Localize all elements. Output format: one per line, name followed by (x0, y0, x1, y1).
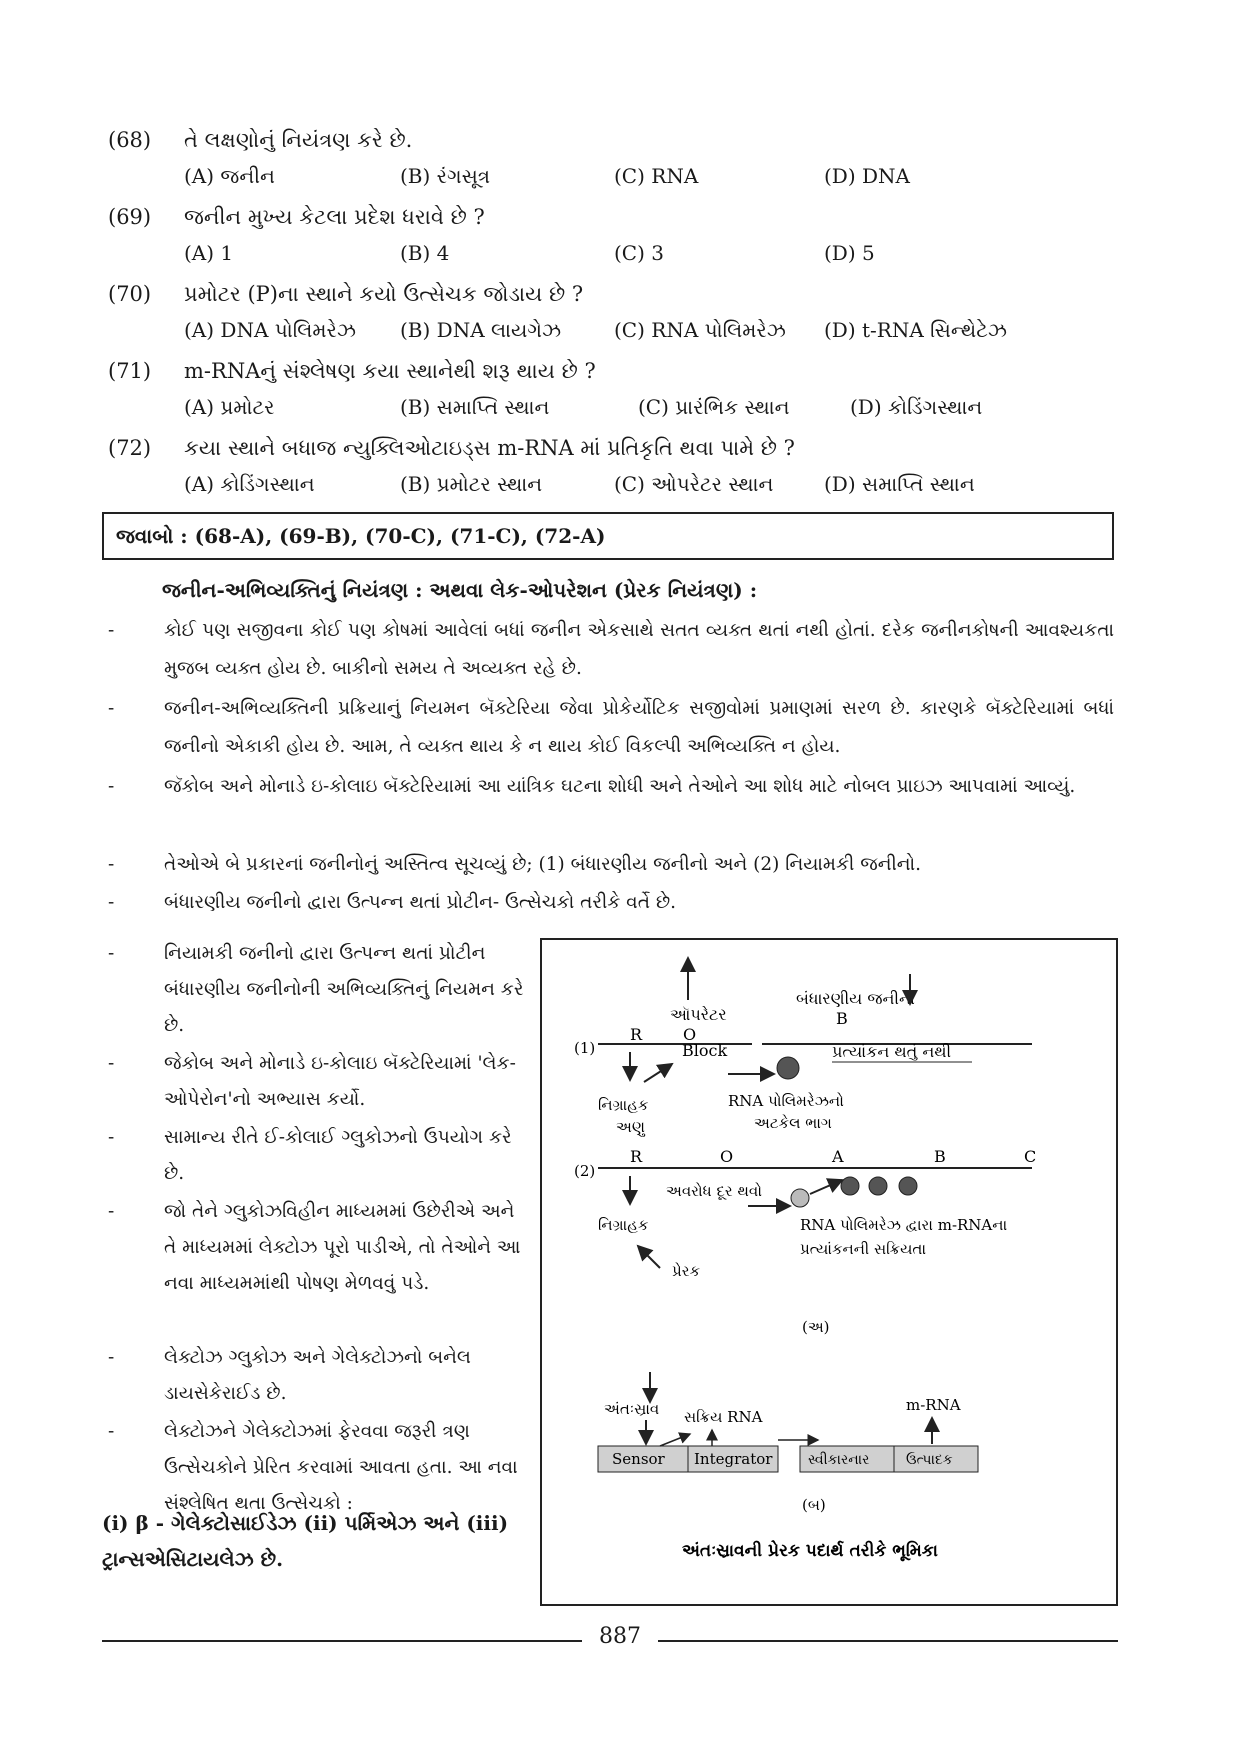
option-a: (A) 1 (184, 241, 234, 265)
label-b: B (934, 1147, 946, 1166)
figure-caption: અંતઃસ્રાવની પ્રેરક પદાર્થ તરીકે ભૂમિકા (682, 1541, 938, 1561)
question-69 (108, 205, 1128, 265)
bullet-text: જનીન-અભિવ્યક્તિની પ્રક્રિયાનું નિયમન બૅક્ટેરિયા જેવા પ્રોકેર્યોટિક સજીવોમાં પ્રમાણમાં સરળ છે. કારણકે બૅક્ટેરિયામાં બધાં જનીનો એકાકી હોય છે. આમ, તે વ્યક્ત થાય કે ન થાય કોઈ વિકલ્પી અભિવ્યક્તિ ન હોય. (164, 698, 1114, 757)
label-receptor: સ્વીકારનાર (808, 1452, 870, 1468)
option-a: (A) કોડિંગસ્થાન (184, 472, 315, 496)
figure-label-a: (અ) (802, 1318, 830, 1336)
rna-polymerase-dot (791, 1189, 809, 1207)
label-transcription-2: પ્રત્યાંકનની સક્રિયતા (800, 1240, 926, 1258)
option-b: (B) રંગસૂત્ર (400, 164, 491, 188)
label-no-transcription: પ્રત્યાંકન થતું નથી (832, 1042, 952, 1061)
arrow-transcription (810, 1180, 842, 1194)
label-integrator: Integrator (694, 1450, 773, 1468)
bullet-text: બંધારણીય જનીનો દ્વારા ઉત્પન્ન થતાં પ્રોટીન- ઉત્સેચકો તરીકે વર્તે છે. (164, 892, 677, 913)
option-c: (C) RNA પોલિમરેઝ (614, 318, 786, 342)
mrna-dot (899, 1177, 917, 1195)
question-number: (69) (108, 205, 152, 229)
option-a: (A) જનીન (184, 164, 275, 188)
label-active-rna: સક્રિય RNA (684, 1408, 763, 1426)
figure-svg (542, 940, 1116, 1604)
question-text: m-RNAનું સંશ્લેષણ કયા સ્થાનેથી શરૂ થાય છે ? (184, 359, 596, 383)
bullet-text: સામાન્ય રીતે ઈ-કોલાઈ ગ્લુકોઝનો ઉપયોગ કરે છે. (164, 1127, 512, 1184)
question-number: (68) (108, 128, 152, 152)
question-68 (108, 128, 1128, 188)
label-mrna: m-RNA (906, 1396, 961, 1414)
label-block-removed: અવરોધ દૂર થવો (666, 1182, 762, 1200)
diagram-1-marker: (1) (574, 1039, 596, 1057)
option-c: (C) પ્રારંભિક સ્થાન (638, 395, 790, 419)
bullet-text: તેઓએ બે પ્રકારનાં જનીનોનું અસ્તિત્વ સૂચવ્યું છે; (1) બંધારણીય જનીનો અને (2) નિયામકી જનીનો. (164, 854, 922, 875)
option-b: (B) DNA લાયગેઝ (400, 318, 562, 342)
label-repressor-molecule-2: અણુ (616, 1118, 645, 1136)
label-sensor: Sensor (612, 1450, 665, 1468)
footer-rule (102, 1640, 582, 1642)
bullet-text: લેક્ટોઝ ગ્લુકોઝ અને ગેલેક્ટોઝનો બનેલ ડાયસેકેરાઈડ છે. (164, 1347, 471, 1404)
label-b: B (836, 1009, 848, 1028)
label-structural-genes: બંધારણીય જનીનો (796, 989, 915, 1008)
question-number: (71) (108, 359, 152, 383)
answer-key-box: જવાબો : (68-A), (69-B), (70-C), (71-C), (72-A) (102, 512, 1114, 560)
footer-rule (658, 1640, 1118, 1642)
option-b: (B) સમાપ્તિ સ્થાન (400, 395, 550, 419)
bullet-text: લેક્ટોઝને ગેલેક્ટોઝમાં ફેરવવા જરૂરી ત્રણ ઉત્સેચકોને પ્રેરિત કરવામાં આવતા હતા. આ નવા સંશ્લેષિત થતા ઉત્સેચકો : (164, 1421, 518, 1514)
option-d: (D) સમાપ્તિ સ્થાન (824, 472, 975, 496)
label-hormone: અંતઃસ્રાવ (604, 1400, 660, 1418)
lac-operon-figure (540, 938, 1118, 1606)
question-text: તે લક્ષણોનું નિયંત્રણ કરે છે. (184, 128, 413, 152)
label-rna-pol-stuck-1: RNA પોલિમરેઝનો (728, 1092, 844, 1110)
option-b: (B) 4 (400, 241, 450, 265)
mrna-dot (841, 1177, 859, 1195)
label-repressor: નિગ્રાહક (598, 1216, 649, 1234)
mrna-dot (869, 1177, 887, 1195)
option-d: (D) કોડિંગસ્થાન (850, 395, 983, 419)
question-71 (108, 359, 1128, 419)
enzyme-list: (i) β - ગેલેક્ટોસાઈડેઝ (ii) પર્મિએઝ અને (iii) ટ્રાન્સએસિટાયલેઝ છે. (102, 1511, 509, 1571)
arrow-sensor (660, 1434, 690, 1446)
question-text: પ્રમોટર (P)ના સ્થાને કયો ઉત્સેચક જોડાય છે ? (184, 282, 584, 306)
question-text: કયા સ્થાને બધાજ ન્યુક્લિઓટાઇડ્સ m-RNA માં પ્રતિકૃતિ થવા પામે છે ? (184, 436, 795, 460)
option-c: (C) RNA (614, 164, 699, 188)
bullet-text: જેકોબ અને મોનાડે ઇ-કોલાઇ બૅક્ટેરિયામાં 'લેક-ઓપેરોન'નો અભ્યાસ કર્યો. (164, 1053, 516, 1110)
question-72 (108, 436, 1128, 496)
question-number: (70) (108, 282, 152, 306)
figure-label-b: (બ) (802, 1496, 826, 1514)
label-a: A (832, 1147, 844, 1166)
bullet-text: કોઈ પણ સજીવના કોઈ પણ કોષમાં આવેલાં બધાં જનીન એકસાથે સતત વ્યક્ત થતાં નથી હોતાં. દરેક જનીનકોષની આવશ્યકતા મુજબ વ્યક્ત હોય છે. બાકીનો સમય તે અવ્યક્ત રહે છે. (164, 620, 1114, 679)
question-number: (72) (108, 436, 152, 460)
label-o: O (720, 1147, 734, 1166)
label-rna-pol-stuck-2: અટકેલ ભાગ (754, 1114, 832, 1132)
label-r: R (630, 1147, 643, 1166)
option-d: (D) 5 (824, 241, 875, 265)
arrow-inducer (638, 1246, 660, 1268)
bullet-text: જૅકોબ અને મોનાડે ઇ-કોલાઇ બૅક્ટેરિયામાં આ યાંત્રિક ઘટના શોધી અને તેઓને આ શોધ માટે નોબલ પ્રાઇઝ આપવામાં આવ્યું. (164, 776, 1076, 797)
section-heading: જનીન-અભિવ્યક્તિનું નિયંત્રણ : અથવા લેક-ઓપરેશન (પ્રેરક નિયંત્રણ) : (162, 578, 758, 602)
question-text: જનીન મુખ્ય કેટલા પ્રદેશ ધરાવે છે ? (184, 205, 485, 229)
arrow-repressor-bind (644, 1064, 672, 1082)
option-d: (D) DNA (824, 164, 910, 188)
label-transcription-1: RNA પોલિમરેઝ દ્વારા m-RNAના (800, 1216, 1008, 1234)
diagram-2-marker: (2) (574, 1162, 596, 1180)
option-b: (B) પ્રમોટર સ્થાન (400, 472, 543, 496)
option-c: (C) 3 (614, 241, 664, 265)
option-d: (D) t-RNA સિન્થેટેઝ (824, 318, 1007, 342)
label-block: Block (682, 1041, 728, 1060)
label-operator: ઑપરેટર (670, 1005, 727, 1024)
bullet-text: જો તેને ગ્લુકોઝવિહીન માધ્યમમાં ઉછેરીએ અને તે માધ્યમમાં લેક્ટોઝ પૂરો પાડીએ, તો તેઓને આ નવા માધ્યમમાંથી પોષણ મેળવવું પડે. (164, 1201, 521, 1294)
label-producer: ઉત્પાદક (906, 1452, 953, 1468)
label-repressor-molecule-1: નિગ્રાહક (598, 1096, 649, 1114)
question-70 (108, 282, 1128, 342)
bullet-text: નિયામકી જનીનો દ્વારા ઉત્પન્ન થતાં પ્રોટીન બંધારણીય જનીનોની અભિવ્યક્તિનું નિયમન કરે છે. (164, 943, 524, 1036)
rna-polymerase-dot (777, 1057, 799, 1079)
label-inducer: પ્રેરક (672, 1262, 701, 1280)
label-r: R (630, 1025, 643, 1044)
option-c: (C) ઓપરેટર સ્થાન (614, 472, 774, 496)
option-a: (A) DNA પોલિમરેઝ (184, 318, 356, 342)
label-c: C (1024, 1147, 1037, 1166)
label-o: O (683, 1025, 697, 1044)
option-a: (A) પ્રમોટર (184, 395, 275, 419)
page-number: 887 (599, 1624, 641, 1649)
